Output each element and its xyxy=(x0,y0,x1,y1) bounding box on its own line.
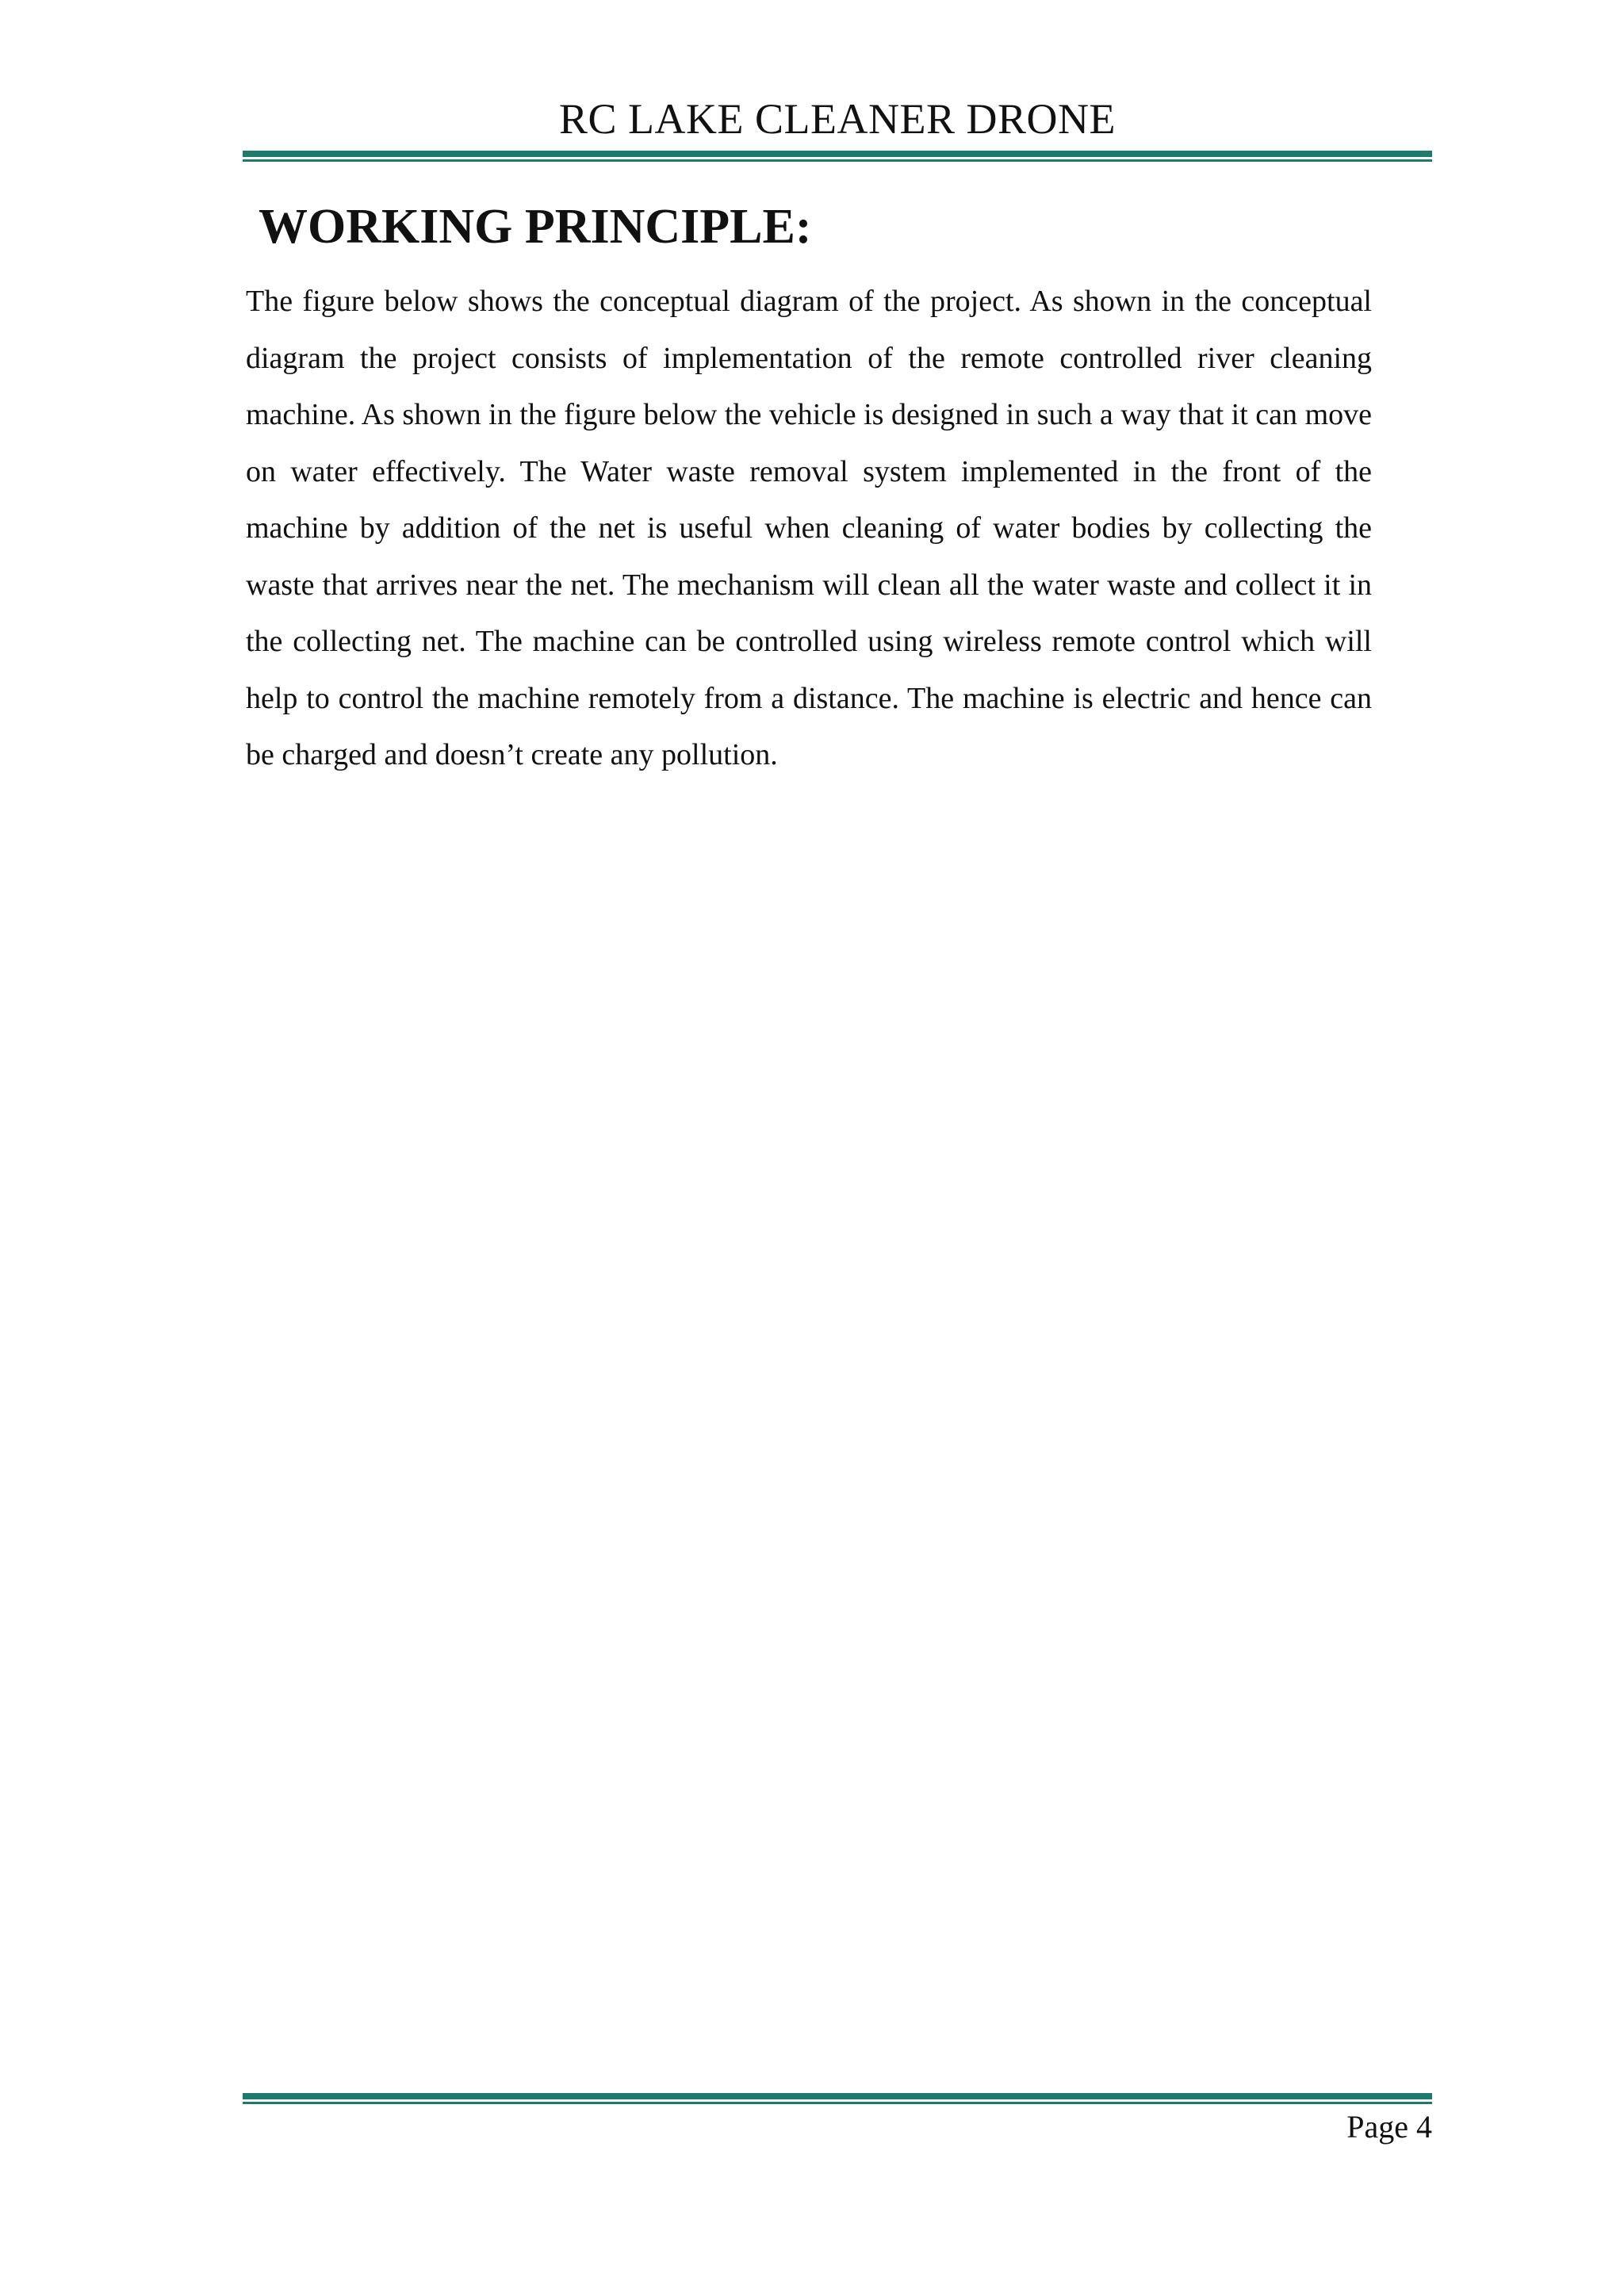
header-divider xyxy=(243,151,1432,162)
running-header-title: RC LAKE CLEANER DRONE xyxy=(559,95,1116,143)
body-paragraph: The figure below shows the conceptual diagram of the project. As shown in the conceptual diagram the project consists of implementation of the remote controlled river cleaning machine. As shown in the figure below the vehicle is designed in such a way that it can move on water effectively. The Water waste removal system implemented in the front of the machine by addition of the net is useful when cleaning of water bodies by collecting the waste that arrives near the net. The mechanism will clean all the water waste and collect it in the collecting net. The machine can be controlled using wireless remote control which will help to control the machine remotely from a distance. The machine is electric and hence can be charged and doesn’t create any pollution. xyxy=(246,285,1372,771)
footer-divider xyxy=(243,2093,1432,2104)
section-heading: WORKING PRINCIPLE: xyxy=(259,200,812,254)
page-number: Page 4 xyxy=(1346,2109,1432,2145)
